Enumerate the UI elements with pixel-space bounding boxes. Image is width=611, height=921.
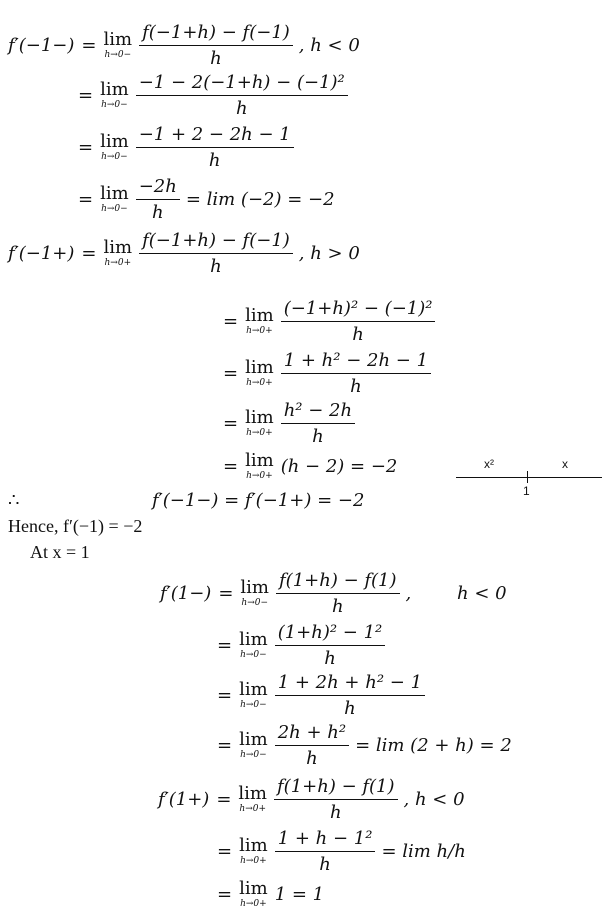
fraction: $\frac{\text{(−1+h)² − (−1)²}}{h}$ xyxy=(281,298,436,345)
number-line-mark: 1 xyxy=(523,484,530,498)
fraction: $\frac{\text{2h + h²}}{h}$ xyxy=(275,722,349,769)
at-x-line: At x = 1 xyxy=(30,542,90,562)
line-7: = lim h→0+ $\frac{\text{1 + h² − 2h − 1}}{h}$ xyxy=(216,350,434,397)
line-2: = lim h→0− $\frac{\text{−1 − 2(−1+h) − (−1)²}}{h}$ xyxy=(71,72,351,119)
fraction: $\frac{-1 + 2 - 2h - 1}{h}$ xyxy=(136,124,294,171)
hence-line: Hence, f′(−1) = −2 xyxy=(8,516,143,536)
number-line-tick xyxy=(527,471,528,483)
number-line-right-label: x xyxy=(562,457,568,471)
fraction: $\frac{\text{−1 − 2(−1+h) − (−1)²}}{h}$ xyxy=(136,72,348,119)
line-5: f′(−1+) = lim h→0+ $\frac{f(-1+h) - f(-1)}{h}$ , h > 0 xyxy=(8,230,360,277)
line-14: f′(1+) = lim h→0+ $\frac{f(1+h) - f(1)}{h}$ , h < 0 xyxy=(158,776,465,823)
number-line-left-label: x² xyxy=(484,457,494,471)
line-16: = lim h→0+ 1 = 1 xyxy=(217,878,325,909)
number-line-axis xyxy=(456,477,602,478)
condition: , h < 0 xyxy=(403,789,465,810)
fraction: $\frac{f(-1+h) - f(-1)}{h}$ xyxy=(139,22,293,69)
therefore-equation: f′(−1−) = f′(−1+) = −2 xyxy=(152,490,365,511)
fraction: $\frac{\text{h² − 2h}}{h}$ xyxy=(281,400,355,447)
line-8: = lim h→0+ $\frac{\text{h² − 2h}}{h}$ xyxy=(216,400,358,447)
therefore-line xyxy=(8,490,19,511)
line-10: f′(1−) = lim h→0− $\frac{f(1+h) - f(1)}{h}$ , h < 0 xyxy=(160,570,507,617)
lhs: f′(−1−) xyxy=(8,35,75,56)
line-1 xyxy=(8,22,360,69)
fraction: $\frac{\text{1 + h − 1²}}{h}$ xyxy=(275,828,376,875)
fraction: $\frac{f(1+h) - f(1)}{h}$ xyxy=(276,570,400,617)
line-6: = lim h→0+ $\frac{\text{(−1+h)² − (−1)²}}{h}$ xyxy=(216,298,438,345)
result: = lim h/h xyxy=(381,841,466,862)
result: (h − 2) = −2 xyxy=(280,456,398,477)
result: 1 = 1 xyxy=(274,884,325,905)
fraction: $\frac{\text{1 + h² − 2h − 1}}{h}$ xyxy=(281,350,431,397)
fraction: $\frac{\text{1 + 2h + h² − 1}}{h}$ xyxy=(275,672,425,719)
result: = lim (2 + h) = 2 xyxy=(355,735,512,756)
fraction: $\frac{f(-1+h) - f(-1)}{h}$ xyxy=(139,230,293,277)
line-4: = lim h→0− $\frac{-2h}{h}$ = lim (−2) = −2 xyxy=(78,176,335,223)
line-11: = lim h→0− $\frac{\text{(1+h)² − 1²}}{h}$ xyxy=(210,622,388,669)
condition: , h > 0 xyxy=(298,243,360,264)
line-12: = lim h→0− $\frac{\text{1 + 2h + h² − 1}}{h}$ xyxy=(210,672,428,719)
therefore-symbol: ∴ xyxy=(8,490,20,511)
line-3: = lim h→0− $\frac{-1 + 2 - 2h - 1}{h}$ xyxy=(71,124,297,171)
fraction: $\frac{f(1+h) - f(1)}{h}$ xyxy=(274,776,398,823)
equals: = xyxy=(81,35,97,56)
result: = lim (−2) = −2 xyxy=(185,189,335,210)
line-15: = lim h→0+ $\frac{\text{1 + h − 1²}}{h}$ = lim h/h xyxy=(217,828,466,875)
line-9: = lim h→0+ (h − 2) = −2 xyxy=(223,450,398,481)
fraction: $\frac{-2h}{h}$ xyxy=(136,176,180,223)
limit: lim h→0− xyxy=(103,29,133,60)
fraction: $\frac{\text{(1+h)² − 1²}}{h}$ xyxy=(275,622,386,669)
condition: , h < 0 xyxy=(298,35,360,56)
line-13: = lim h→0− $\frac{\text{2h + h²}}{h}$ = lim (2 + h) = 2 xyxy=(217,722,512,769)
condition: , h < 0 xyxy=(405,583,507,604)
